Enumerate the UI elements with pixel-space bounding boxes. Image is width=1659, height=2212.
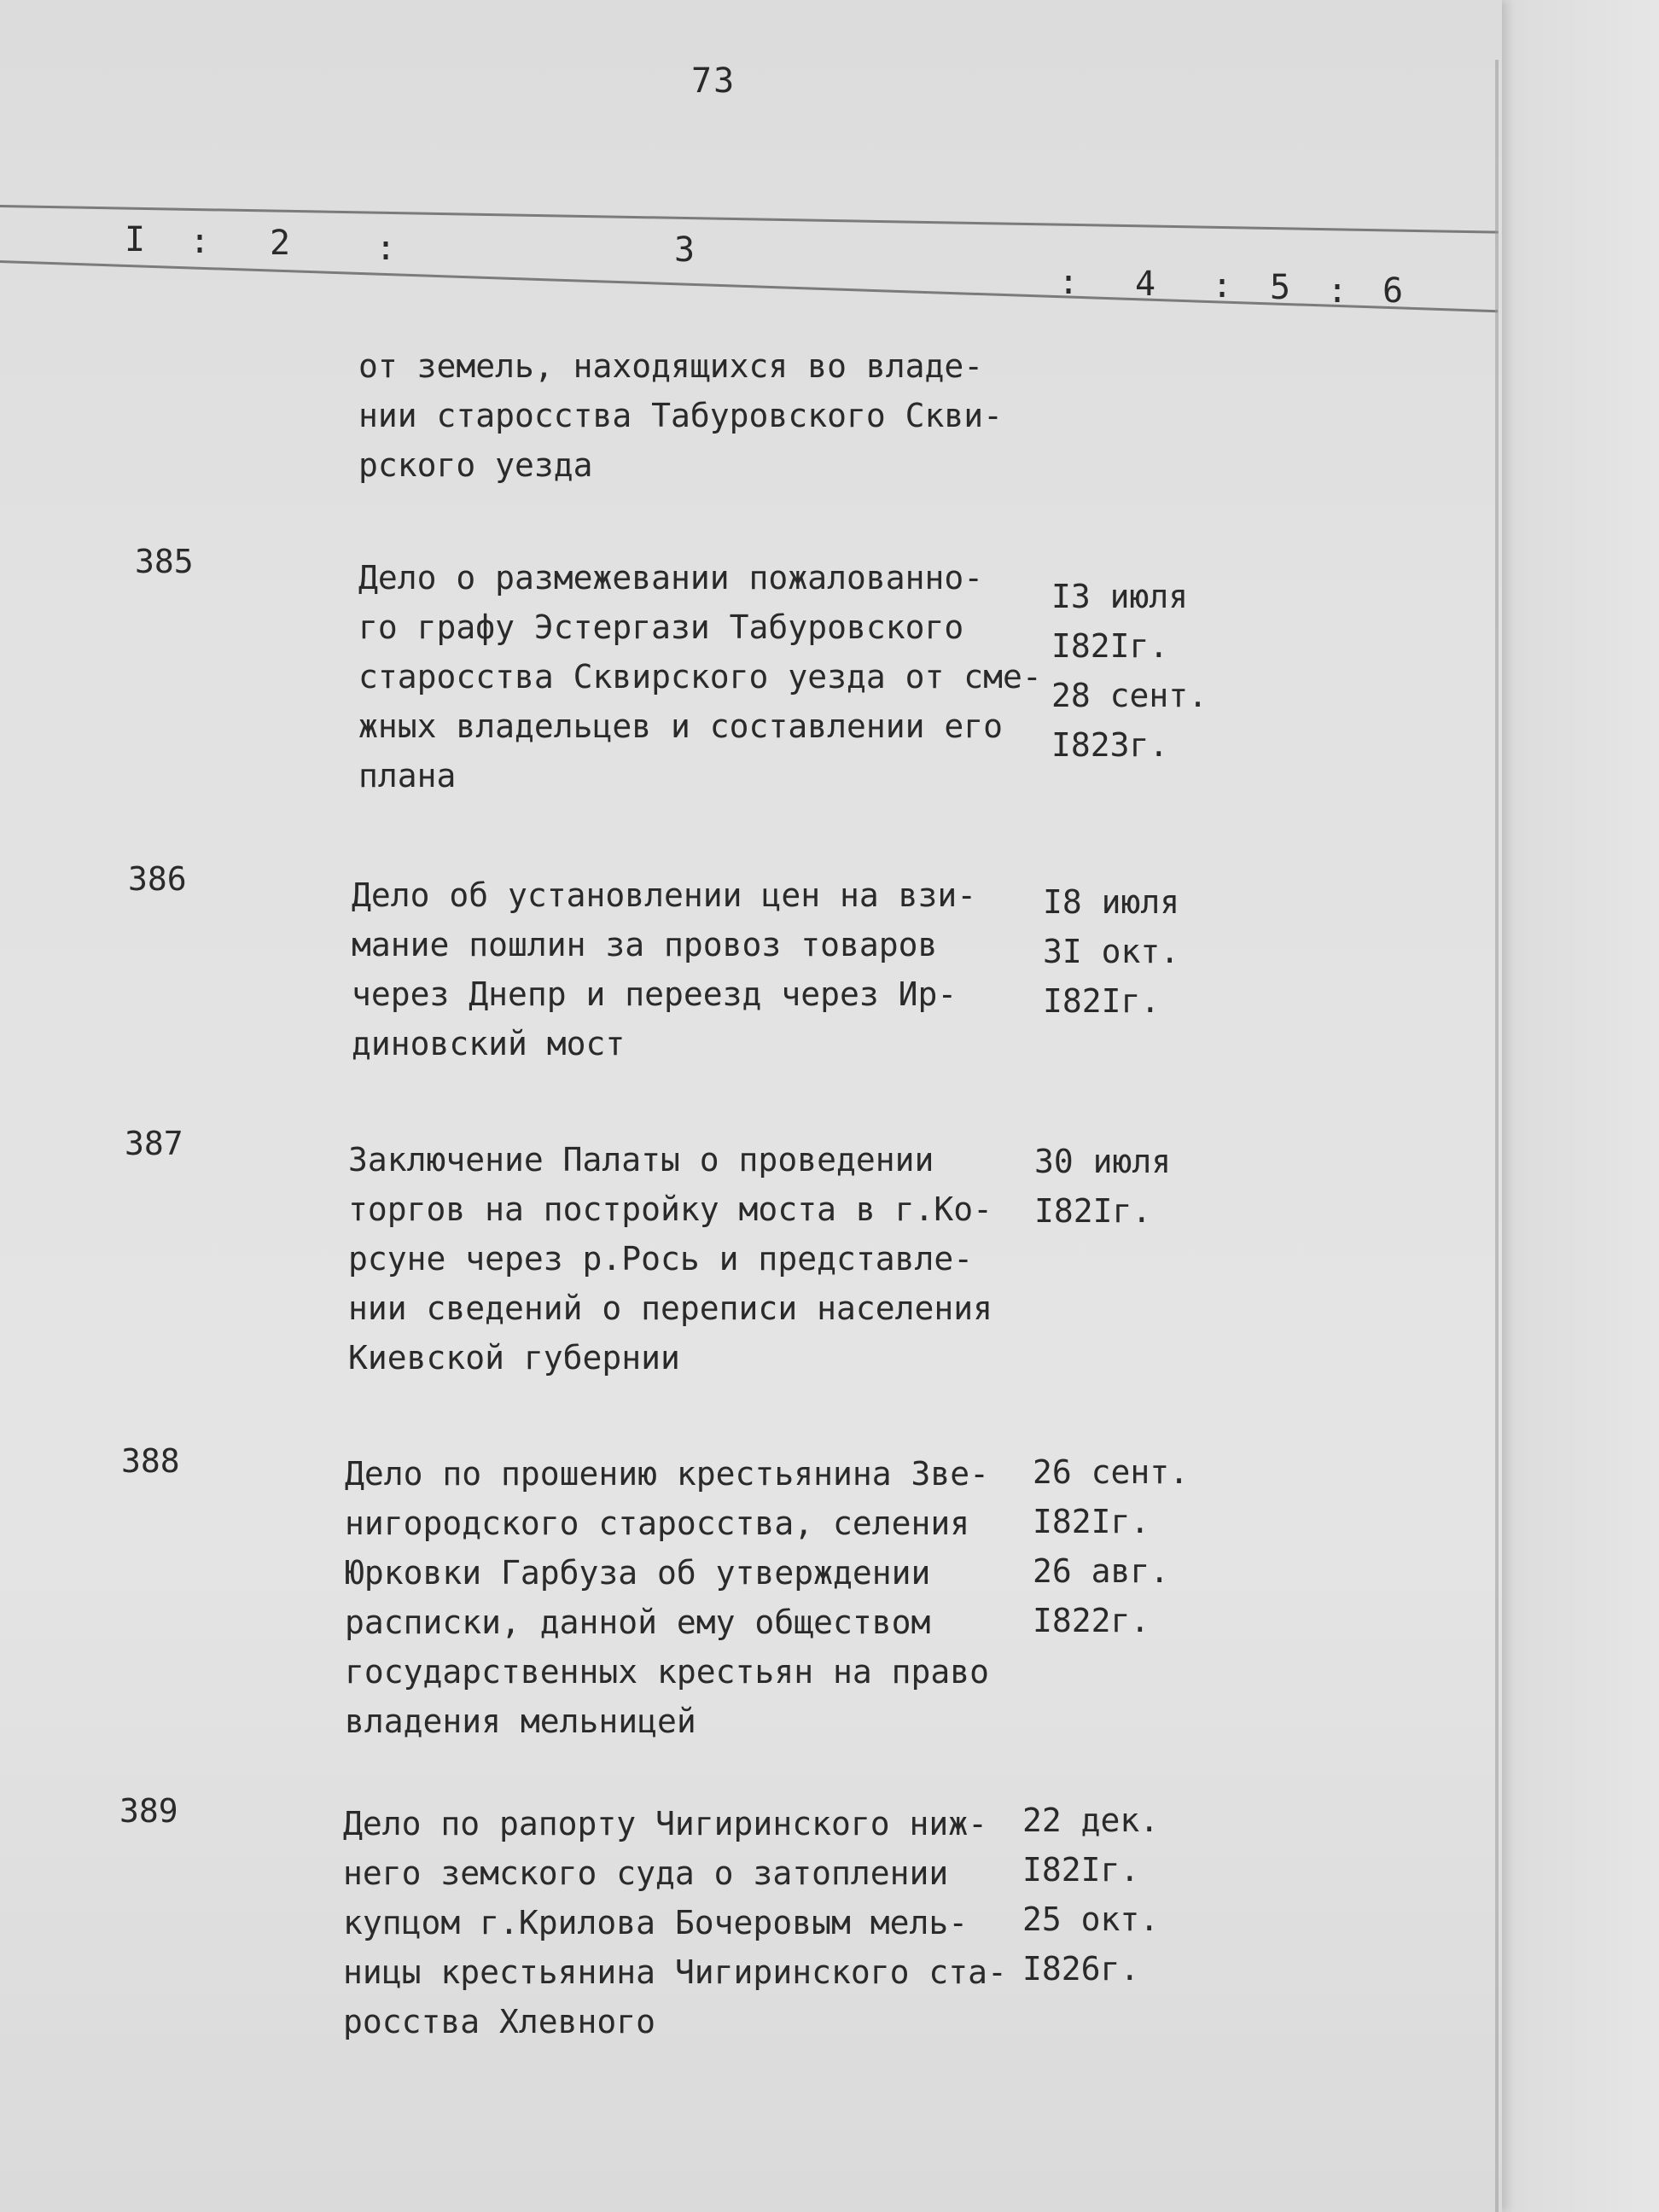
entry-number: 389 xyxy=(119,1792,178,1830)
entry-description: Заключение Палаты о проведении торгов на постройку моста в г.Ко- рсуне через р.Рось и представле- нии сведений о переписи населения Киевской губернии xyxy=(348,1141,992,1377)
continued-description: от земель, находящихся во владе- нии старосства Табуровского Скви- рского уезда xyxy=(358,347,1003,484)
header-top-rule xyxy=(0,205,1499,234)
column-separator: : xyxy=(1212,266,1233,306)
column-header-1: I xyxy=(125,220,146,259)
entry-dates: I3 июля I82Iг. 28 сент. I823г. xyxy=(1051,578,1208,764)
entry-dates: 22 дек. I82Iг. 25 окт. I826г. xyxy=(1022,1802,1160,1988)
column-header-6: 6 xyxy=(1382,271,1404,311)
entry-number: 386 xyxy=(128,860,187,898)
page-number: 73 xyxy=(691,61,736,101)
entry-description: Дело по прошению крестьянина Зве- нигородского старосства, селения Юрковки Гарбуза об утверждении расписки, данной ему обществом государственных крестьян на право владения мельницей xyxy=(345,1455,989,1740)
column-separator: : xyxy=(375,229,397,268)
entry-number: 387 xyxy=(125,1125,183,1162)
page-edge xyxy=(1495,60,1499,2212)
column-header-2: 2 xyxy=(270,224,291,263)
entry-description: Дело по рапорту Чигиринского ниж- него земского суда о затоплении купцом г.Крилова Бочеровым мель- ницы крестьянина Чигиринского ста- росства Хлевного xyxy=(343,1805,1007,2040)
entry-number: 388 xyxy=(121,1442,180,1480)
column-header-4: 4 xyxy=(1135,265,1156,304)
entry-dates: I8 июля 3I окт. I82Iг. xyxy=(1043,883,1180,1020)
column-separator: : xyxy=(1327,271,1348,311)
entry-description: Дело о размежевании пожалованно- го графу Эстергази Табуровского старосства Сквирского уезда от сме- жных владельцев и составлении его плана xyxy=(358,559,1042,795)
column-header-5: 5 xyxy=(1270,268,1291,307)
entry-dates: 26 сент. I82Iг. 26 авг. I822г. xyxy=(1033,1453,1190,1639)
entry-number: 385 xyxy=(135,543,194,580)
entry-description: Дело об установлении цен на взи- мание пошлин за провоз товаров через Днепр и переезд через Ир- диновский мост xyxy=(352,876,977,1062)
column-header-3: 3 xyxy=(674,230,696,270)
entry-dates: 30 июля I82Iг. xyxy=(1034,1143,1172,1230)
column-separator: : xyxy=(1058,263,1080,302)
column-separator: : xyxy=(189,222,211,261)
